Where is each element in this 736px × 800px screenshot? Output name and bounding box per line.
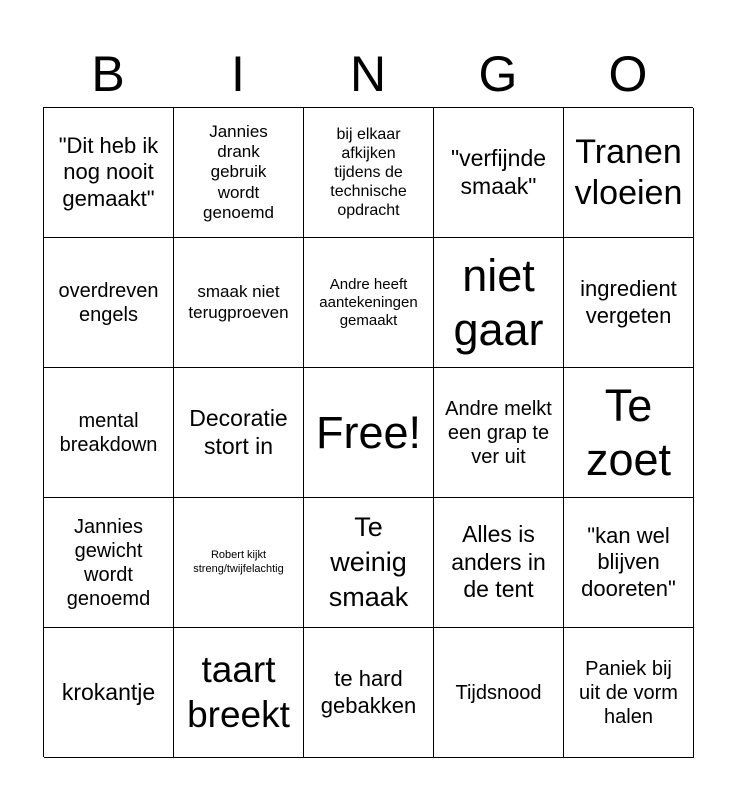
bingo-cell[interactable]: taart breekt: [174, 628, 304, 758]
bingo-cell[interactable]: smaak niet terugproeven: [174, 238, 304, 368]
bingo-cell[interactable]: te hard gebakken: [304, 628, 434, 758]
bingo-cell[interactable]: Andre heeft aantekeningen gemaakt: [304, 238, 434, 368]
header-letter-b: B: [91, 46, 125, 102]
header-letter-i: I: [231, 46, 245, 102]
bingo-cell[interactable]: overdreven engels: [44, 238, 174, 368]
bingo-header: [43, 40, 693, 108]
bingo-cell[interactable]: Jannies drank gebruik wordt genoemd: [174, 108, 304, 238]
bingo-cell[interactable]: Te weinig smaak: [304, 498, 434, 628]
bingo-cell[interactable]: ingredient vergeten: [564, 238, 694, 368]
bingo-cell[interactable]: "verfijnde smaak": [434, 108, 564, 238]
bingo-cell[interactable]: Alles is anders in de tent: [434, 498, 564, 628]
bingo-cell[interactable]: krokantje: [44, 628, 174, 758]
bingo-cell[interactable]: Andre melkt een grap te ver uit: [434, 368, 564, 498]
bingo-cell[interactable]: Jannies gewicht wordt genoemd: [44, 498, 174, 628]
bingo-cell[interactable]: "Dit heb ik nog nooit gemaakt": [44, 108, 174, 238]
bingo-cell[interactable]: Decoratie stort in: [174, 368, 304, 498]
bingo-grid: [43, 107, 693, 757]
bingo-cell[interactable]: mental breakdown: [44, 368, 174, 498]
header-letter-o: O: [608, 46, 648, 102]
free-space[interactable]: Free!: [304, 368, 434, 498]
bingo-cell[interactable]: niet gaar: [434, 238, 564, 368]
bingo-cell[interactable]: Te zoet: [564, 368, 694, 498]
header-letter-n: N: [349, 46, 387, 102]
bingo-cell[interactable]: "kan wel blijven dooreten": [564, 498, 694, 628]
header-letter-g: G: [478, 46, 518, 102]
bingo-cell[interactable]: Paniek bij uit de vorm halen: [564, 628, 694, 758]
bingo-cell[interactable]: Tijdsnood: [434, 628, 564, 758]
bingo-cell[interactable]: Robert kijkt streng/twijfelachtig: [174, 498, 304, 628]
bingo-cell[interactable]: Tranen vloeien: [564, 108, 694, 238]
bingo-cell[interactable]: bij elkaar afkijken tijdens de technische opdracht: [304, 108, 434, 238]
